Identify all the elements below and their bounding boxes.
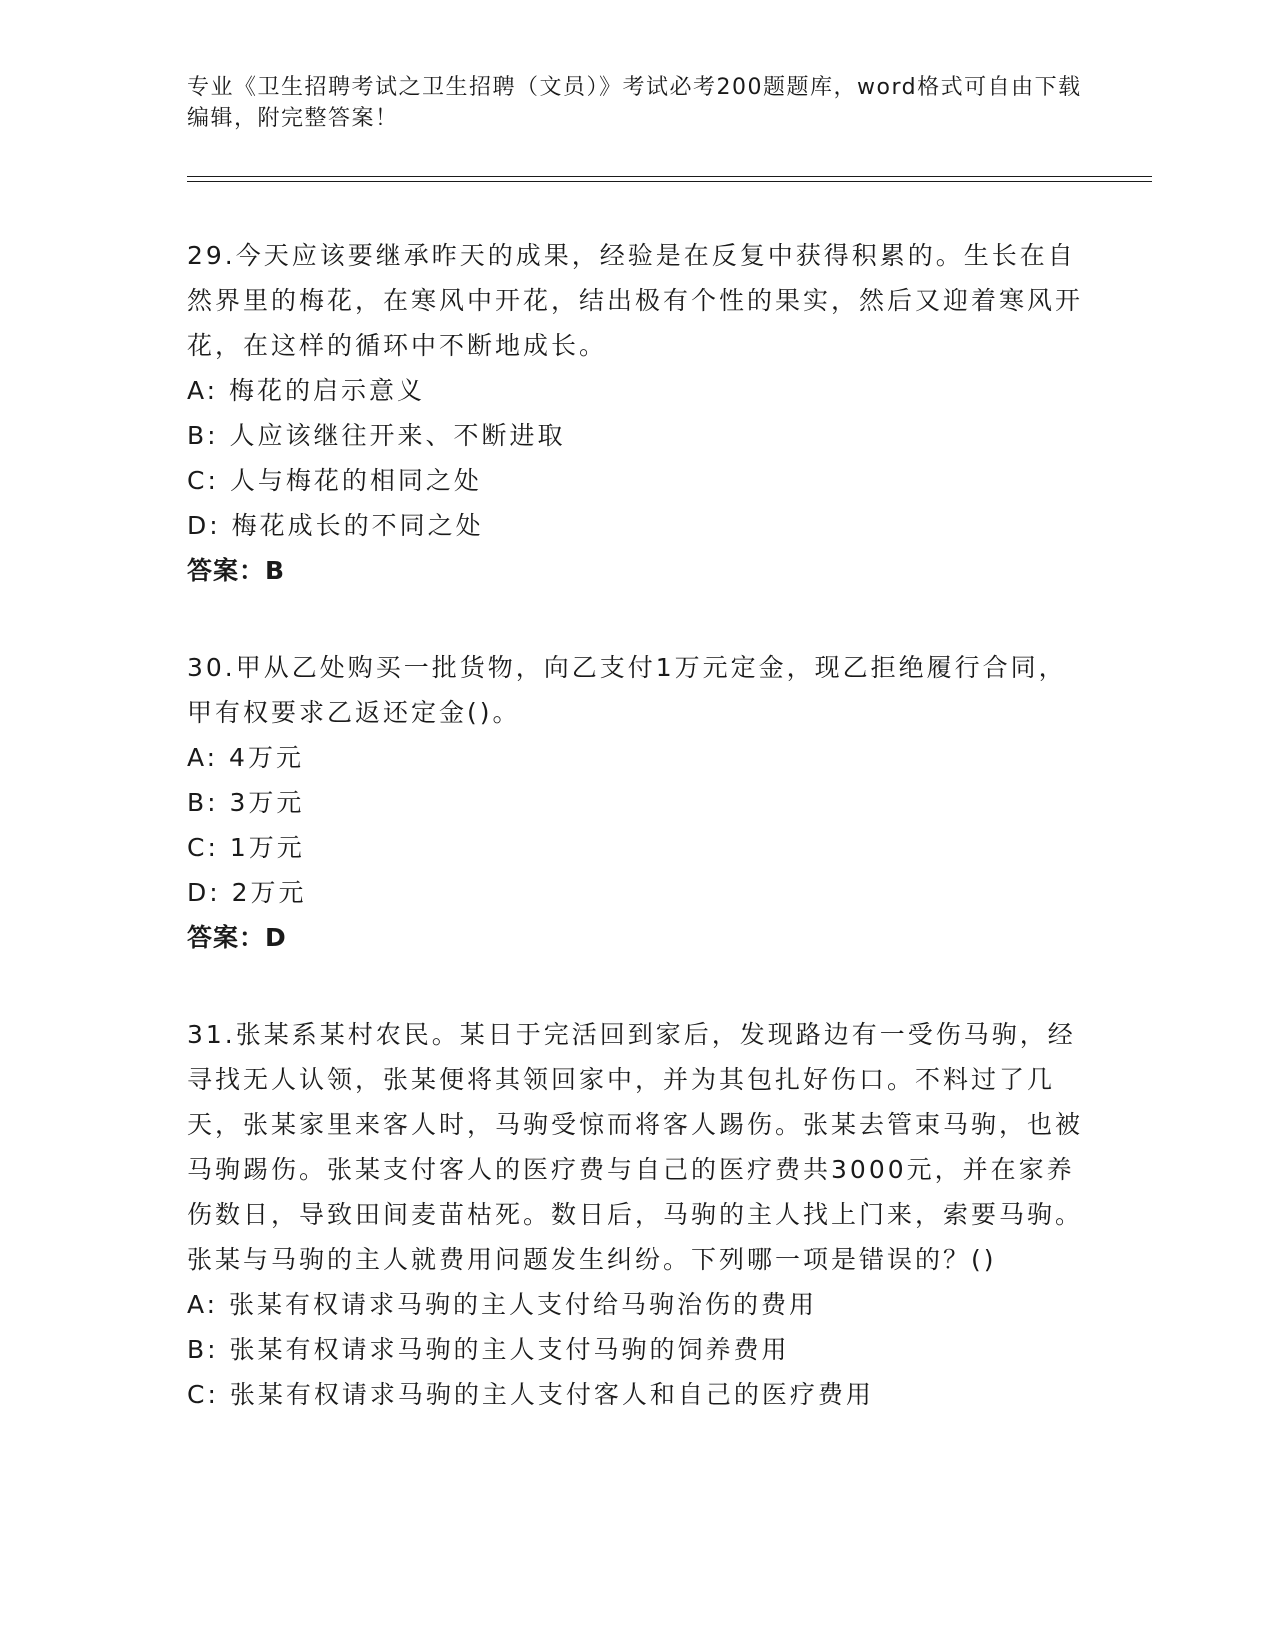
answer-line: 答案：D <box>187 923 287 952</box>
header-divider-bottom <box>187 181 1152 182</box>
question-31 <box>187 1012 1087 1417</box>
option-c: C: 1万元 <box>187 833 305 862</box>
option-b: B: 张某有权请求马驹的主人支付马驹的饲养费用 <box>187 1335 790 1364</box>
option-b: B: 人应该继往开来、不断进取 <box>187 421 566 450</box>
option-a: A: 梅花的启示意义 <box>187 376 426 405</box>
question-30 <box>187 645 1087 960</box>
question-stem: 31.张某系某村农民。某日于完活回到家后，发现路边有一受伤马驹，经寻找无人认领，张某便将其领回家中，并为其包扎好伤口。不料过了几天，张某家里来客人时，马驹受惊而将客人踢伤。张某去管束马驹，也被马驹踢伤。张某支付客人的医疗费与自己的医疗费共3000元，并在家养伤数日，导致田间麦苗枯死。数日后，马驹的主人找上门来，索要马驹。张某与马驹的主人就费用问题发生纠纷。下列哪一项是错误的？() <box>187 1020 1084 1274</box>
document-intro: 专业《卫生招聘考试之卫生招聘（文员）》考试必考200题题库，word格式可自由下载编辑，附完整答案！ <box>187 75 1082 131</box>
option-a: A: 4万元 <box>187 743 304 772</box>
option-c: C: 人与梅花的相同之处 <box>187 466 482 495</box>
option-c: C: 张某有权请求马驹的主人支付客人和自己的医疗费用 <box>187 1380 874 1409</box>
option-b: B: 3万元 <box>187 788 305 817</box>
question-stem: 30.甲从乙处购买一批货物，向乙支付1万元定金，现乙拒绝履行合同，甲有权要求乙返还定金()。 <box>187 653 1067 727</box>
question-29 <box>187 233 1087 593</box>
option-d: D: 梅花成长的不同之处 <box>187 511 484 540</box>
answer-line: 答案：B <box>187 556 286 585</box>
question-stem: 29.今天应该要继承昨天的成果，经验是在反复中获得积累的。生长在自然界里的梅花，在寒风中开花，结出极有个性的果实，然后又迎着寒风开花，在这样的循环中不断地成长。 <box>187 241 1084 360</box>
option-a: A: 张某有权请求马驹的主人支付给马驹治伤的费用 <box>187 1290 818 1319</box>
option-d: D: 2万元 <box>187 878 307 907</box>
header-divider-top <box>187 176 1152 177</box>
